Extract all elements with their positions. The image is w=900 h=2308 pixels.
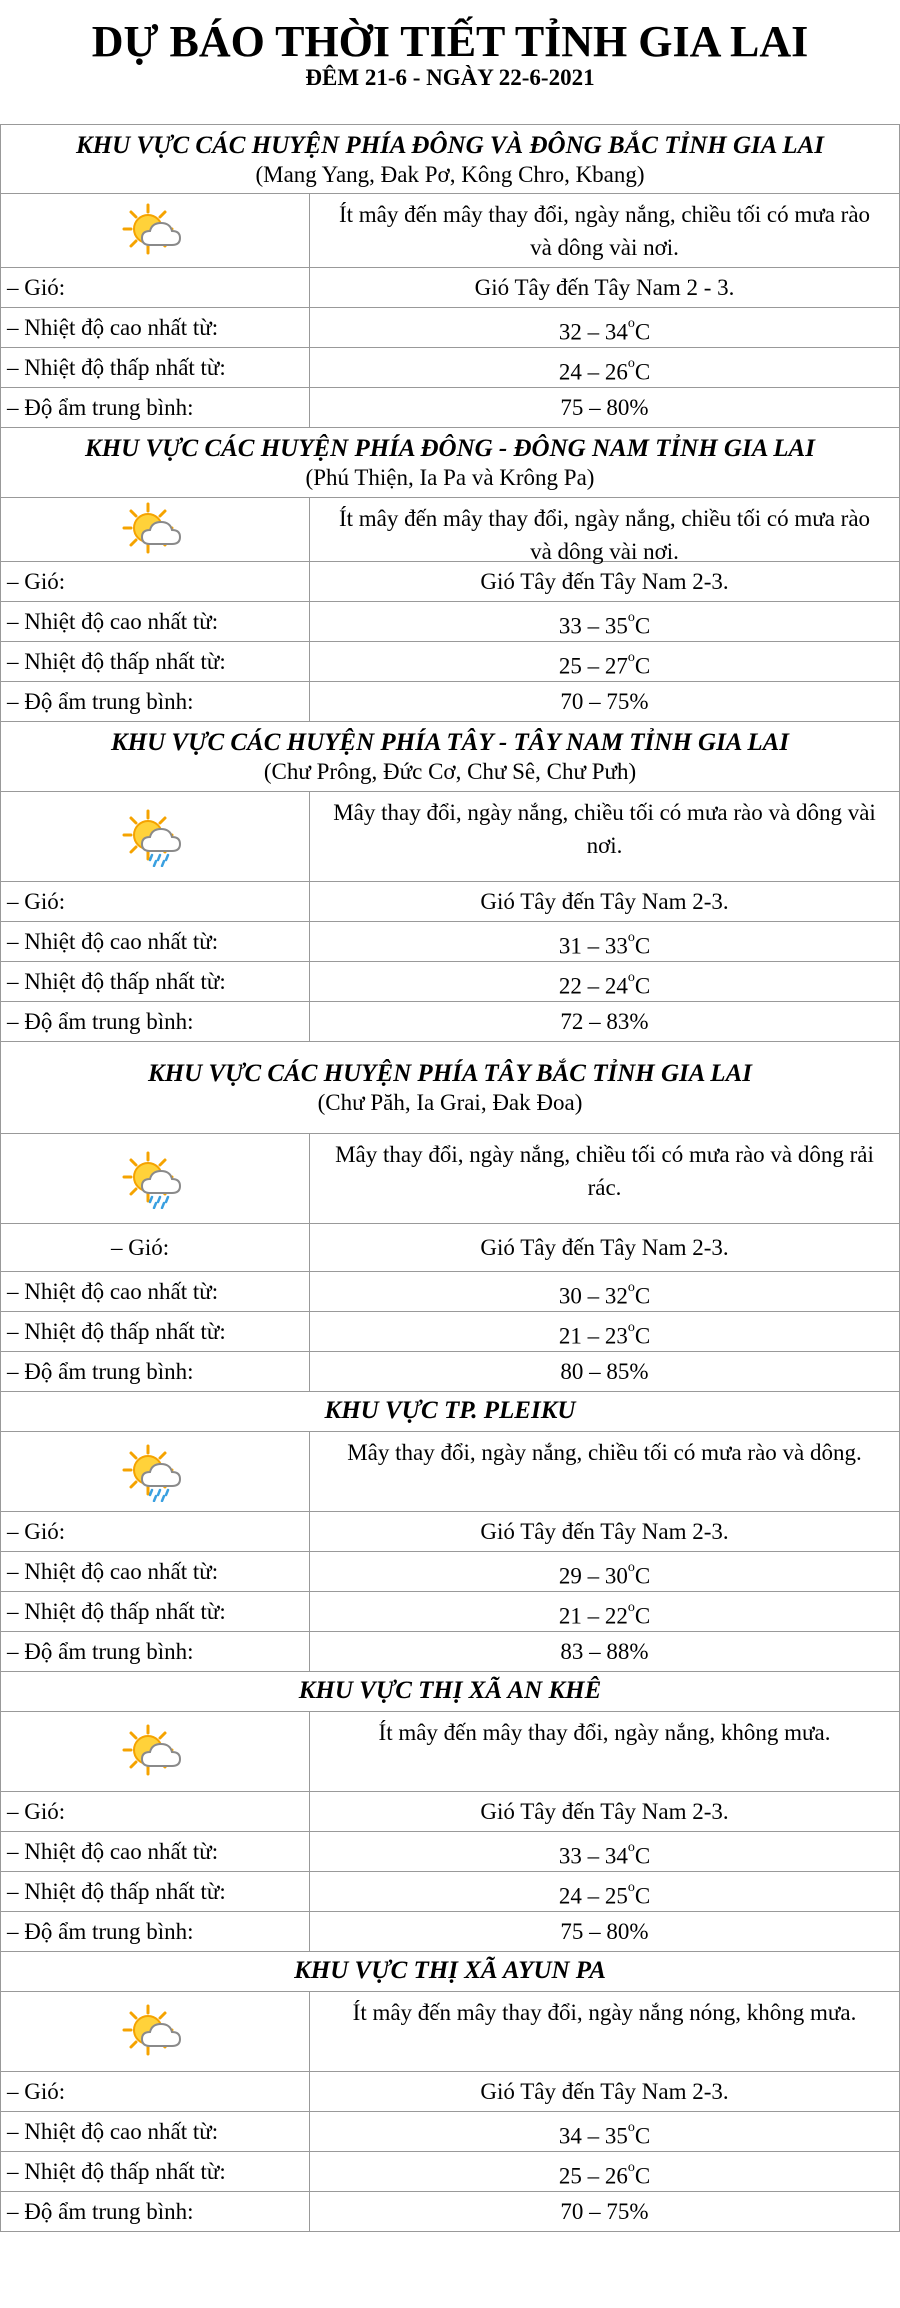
region-districts: (Mang Yang, Đak Pơ, Kông Chro, Kbang) [255, 162, 645, 187]
max-temp-row [0, 1272, 900, 1312]
humidity-cell [310, 1632, 899, 1671]
wind-row [0, 1512, 900, 1552]
min-temp-cell [310, 1592, 899, 1631]
max-temp-label: – Nhiệt độ cao nhất từ: [1, 1552, 310, 1591]
min-temp-row [0, 2152, 900, 2192]
temp-unit: C [634, 359, 651, 385]
min-temp-cell [310, 348, 899, 387]
humidity-label: – Độ ẩm trung bình: [1, 1002, 310, 1041]
min-temp-cell [310, 2152, 899, 2191]
region-description: Ít mây đến mây thay đổi, ngày nắng, không mưa. [378, 1720, 831, 1745]
wind-row [0, 882, 900, 922]
temp-unit: C [634, 1563, 651, 1589]
min-temp-label: – Nhiệt độ thấp nhất từ: [1, 2152, 310, 2191]
region-title: KHU VỰC THỊ XÃ AYUN PA [294, 1957, 606, 1984]
degree-mark: o [627, 650, 635, 665]
max-temp-label: – Nhiệt độ cao nhất từ: [1, 922, 310, 961]
sun-cloud-icon [1, 1992, 310, 2071]
min-temp-label: – Nhiệt độ thấp nhất từ: [1, 962, 310, 1001]
wind-cell [310, 2072, 899, 2111]
humidity-cell [310, 1352, 899, 1391]
degree-mark: o [627, 2160, 635, 2175]
wind-cell [310, 882, 899, 921]
max-temp-cell [310, 2112, 899, 2151]
max-temp-row [0, 602, 900, 642]
min-temp-cell [310, 962, 899, 1001]
humidity-value: 72 – 83% [560, 1009, 649, 1034]
region-description: Mây thay đổi, ngày nắng, chiều tối có mưa rào và dông rải rác. [335, 1142, 874, 1200]
max-temp-label: – Nhiệt độ cao nhất từ: [1, 1272, 310, 1311]
degree-mark: o [627, 610, 635, 625]
min-temp-label: – Nhiệt độ thấp nhất từ: [1, 1592, 310, 1631]
wind-cell [310, 1792, 899, 1831]
wind-value: Gió Tây đến Tây Nam 2 - 3. [474, 275, 735, 300]
wind-value: Gió Tây đến Tây Nam 2-3. [480, 1799, 729, 1824]
humidity-value: 75 – 80% [560, 395, 649, 420]
max-temp-row [0, 922, 900, 962]
max-temp-cell [310, 1832, 899, 1871]
min-temp-label: – Nhiệt độ thấp nhất từ: [1, 1872, 310, 1911]
min-temp-value: 24 – 26 [558, 359, 628, 385]
min-temp-row [0, 348, 900, 388]
wind-value: Gió Tây đến Tây Nam 2-3. [480, 569, 729, 594]
sun-rain-cloud-icon [1, 1134, 310, 1223]
region-description: Ít mây đến mây thay đổi, ngày nắng nóng, không mưa. [352, 2000, 857, 2025]
region-header [0, 722, 900, 792]
max-temp-label: – Nhiệt độ cao nhất từ: [1, 2112, 310, 2151]
wind-value: Gió Tây đến Tây Nam 2-3. [480, 1519, 729, 1544]
min-temp-cell [310, 642, 899, 681]
humidity-label: – Độ ẩm trung bình: [1, 1912, 310, 1951]
degree-mark: o [627, 1880, 635, 1895]
max-temp-cell [310, 1552, 899, 1591]
max-temp-label: – Nhiệt độ cao nhất từ: [1, 602, 310, 641]
humidity-value: 70 – 75% [560, 2199, 649, 2224]
region-title: KHU VỰC THỊ XÃ AN KHÊ [298, 1677, 602, 1704]
wind-label: – Gió: [1, 1224, 310, 1271]
humidity-row [0, 1002, 900, 1042]
sun-rain-cloud-icon [1, 792, 310, 881]
humidity-row [0, 1352, 900, 1392]
humidity-row [0, 2192, 900, 2232]
temp-unit: C [634, 1883, 651, 1909]
humidity-row [0, 388, 900, 428]
page-subtitle: ĐÊM 21-6 - NGÀY 22-6-2021 [305, 65, 595, 90]
max-temp-row [0, 1832, 900, 1872]
max-temp-value: 34 – 35 [558, 2123, 628, 2149]
wind-row [0, 1792, 900, 1832]
region-description: Ít mây đến mây thay đổi, ngày nắng, chiều tối có mưa rào và dông vài nơi. [338, 202, 871, 260]
degree-mark: o [627, 1840, 635, 1855]
degree-mark: o [627, 1280, 635, 1295]
max-temp-cell [310, 1272, 899, 1311]
humidity-cell [310, 1002, 899, 1041]
temp-unit: C [634, 933, 651, 959]
humidity-row [0, 682, 900, 722]
humidity-label: – Độ ẩm trung bình: [1, 682, 310, 721]
temp-unit: C [634, 1843, 651, 1869]
forecast-table [0, 124, 900, 2232]
region-description: Ít mây đến mây thay đổi, ngày nắng, chiều tối có mưa rào và dông vài nơi. [338, 506, 871, 564]
humidity-row [0, 1632, 900, 1672]
wind-row [0, 268, 900, 308]
region-condition-row [0, 194, 900, 268]
min-temp-row [0, 1312, 900, 1352]
temp-unit: C [634, 1603, 651, 1629]
max-temp-value: 32 – 34 [558, 319, 628, 345]
temp-unit: C [634, 653, 651, 679]
temp-unit: C [634, 2163, 651, 2189]
min-temp-cell [310, 1312, 899, 1351]
region-condition-row [0, 498, 900, 562]
sun-cloud-icon [1, 1712, 310, 1791]
min-temp-value: 24 – 25 [558, 1883, 628, 1909]
max-temp-row [0, 308, 900, 348]
min-temp-row [0, 962, 900, 1002]
min-temp-row [0, 1592, 900, 1632]
min-temp-value: 25 – 27 [558, 653, 628, 679]
wind-cell [310, 1224, 899, 1271]
humidity-cell [310, 1912, 899, 1951]
wind-value: Gió Tây đến Tây Nam 2-3. [480, 889, 729, 914]
temp-unit: C [634, 319, 651, 345]
degree-mark: o [627, 1320, 635, 1335]
region-title: KHU VỰC CÁC HUYỆN PHÍA ĐÔNG - ĐÔNG NAM TỈNH GIA LAI [85, 435, 815, 462]
humidity-value: 80 – 85% [560, 1359, 649, 1384]
sun-cloud-icon [1, 498, 310, 561]
wind-label: – Gió: [1, 882, 310, 921]
min-temp-value: 22 – 24 [558, 973, 628, 999]
wind-label: – Gió: [1, 2072, 310, 2111]
max-temp-value: 33 – 35 [558, 613, 628, 639]
wind-value: Gió Tây đến Tây Nam 2-3. [480, 2079, 729, 2104]
region-condition-row [0, 1992, 900, 2072]
wind-row [0, 2072, 900, 2112]
humidity-row [0, 1912, 900, 1952]
min-temp-value: 25 – 26 [558, 2163, 628, 2189]
degree-mark: o [627, 1600, 635, 1615]
min-temp-value: 21 – 22 [558, 1603, 628, 1629]
humidity-label: – Độ ẩm trung bình: [1, 1352, 310, 1391]
degree-mark: o [627, 1560, 635, 1575]
humidity-label: – Độ ẩm trung bình: [1, 1632, 310, 1671]
sun-rain-cloud-icon [1, 1432, 310, 1511]
region-condition-row [0, 1712, 900, 1792]
humidity-value: 83 – 88% [560, 1639, 649, 1664]
max-temp-value: 33 – 34 [558, 1843, 628, 1869]
max-temp-cell [310, 922, 899, 961]
region-header [0, 428, 900, 498]
page-title: DỰ BÁO THỜI TIẾT TỈNH GIA LAI [91, 17, 809, 66]
wind-cell [310, 562, 899, 601]
wind-row [0, 1224, 900, 1272]
region-title: KHU VỰC CÁC HUYỆN PHÍA ĐÔNG VÀ ĐÔNG BẮC TỈNH GIA LAI [76, 132, 824, 159]
temp-unit: C [634, 1283, 651, 1309]
region-districts: (Chư Prông, Đức Cơ, Chư Sê, Chư Pưh) [263, 759, 637, 784]
humidity-label: – Độ ẩm trung bình: [1, 2192, 310, 2231]
min-temp-row [0, 1872, 900, 1912]
wind-label: – Gió: [1, 268, 310, 307]
region-description: Mây thay đổi, ngày nắng, chiều tối có mưa rào và dông vài nơi. [333, 800, 876, 858]
temp-unit: C [634, 2123, 651, 2149]
temp-unit: C [634, 1323, 651, 1349]
min-temp-value: 21 – 23 [558, 1323, 628, 1349]
max-temp-value: 29 – 30 [558, 1563, 628, 1589]
temp-unit: C [634, 613, 651, 639]
max-temp-row [0, 2112, 900, 2152]
humidity-cell [310, 388, 899, 427]
degree-mark: o [627, 930, 635, 945]
region-title: KHU VỰC TP. PLEIKU [324, 1397, 576, 1424]
humidity-cell [310, 682, 899, 721]
max-temp-value: 30 – 32 [558, 1283, 628, 1309]
degree-mark: o [627, 356, 635, 371]
max-temp-cell [310, 602, 899, 641]
max-temp-row [0, 1552, 900, 1592]
wind-label: – Gió: [1, 562, 310, 601]
min-temp-row [0, 642, 900, 682]
region-condition-row [0, 1432, 900, 1512]
wind-row [0, 562, 900, 602]
degree-mark: o [627, 2120, 635, 2135]
min-temp-label: – Nhiệt độ thấp nhất từ: [1, 348, 310, 387]
degree-mark: o [627, 970, 635, 985]
temp-unit: C [634, 973, 651, 999]
humidity-label: – Độ ẩm trung bình: [1, 388, 310, 427]
region-condition-row [0, 1134, 900, 1224]
wind-value: Gió Tây đến Tây Nam 2-3. [480, 1235, 729, 1260]
wind-cell [310, 268, 899, 307]
degree-mark: o [627, 316, 635, 331]
min-temp-label: – Nhiệt độ thấp nhất từ: [1, 642, 310, 681]
humidity-value: 75 – 80% [560, 1919, 649, 1944]
region-description: Mây thay đổi, ngày nắng, chiều tối có mưa rào và dông. [347, 1440, 862, 1465]
region-header [0, 1952, 900, 1992]
region-condition-row [0, 792, 900, 882]
region-districts: (Chư Păh, Ia Grai, Đak Đoa) [317, 1090, 583, 1115]
wind-cell [310, 1512, 899, 1551]
max-temp-label: – Nhiệt độ cao nhất từ: [1, 308, 310, 347]
region-header [0, 1672, 900, 1712]
max-temp-cell [310, 308, 899, 347]
humidity-cell [310, 2192, 899, 2231]
max-temp-value: 31 – 33 [558, 933, 628, 959]
wind-label: – Gió: [1, 1792, 310, 1831]
region-title: KHU VỰC CÁC HUYỆN PHÍA TÂY BẮC TỈNH GIA LAI [148, 1060, 752, 1087]
region-districts: (Phú Thiện, Ia Pa và Krông Pa) [305, 465, 595, 490]
max-temp-label: – Nhiệt độ cao nhất từ: [1, 1832, 310, 1871]
min-temp-label: – Nhiệt độ thấp nhất từ: [1, 1312, 310, 1351]
region-header [0, 1392, 900, 1432]
region-header [0, 1042, 900, 1134]
region-title: KHU VỰC CÁC HUYỆN PHÍA TÂY - TÂY NAM TỈNH GIA LAI [110, 729, 790, 756]
min-temp-cell [310, 1872, 899, 1911]
humidity-value: 70 – 75% [560, 689, 649, 714]
region-header [0, 124, 900, 194]
wind-label: – Gió: [1, 1512, 310, 1551]
sun-cloud-icon [1, 194, 310, 267]
